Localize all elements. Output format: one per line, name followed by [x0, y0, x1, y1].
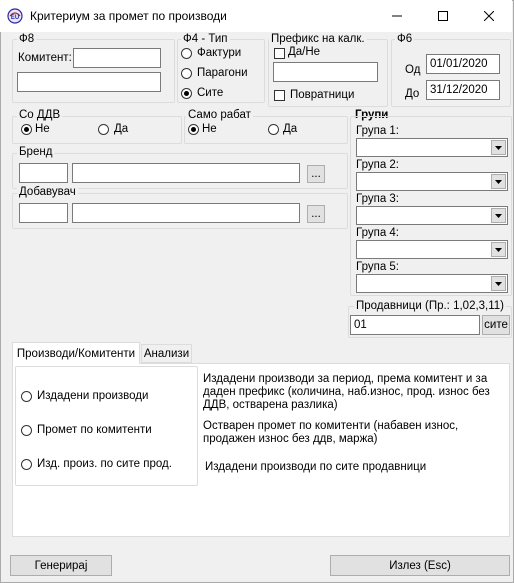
title-bar: [0, 0, 512, 32]
report-izd-site-description: Издадени производи по сите продавници: [205, 461, 427, 473]
chevron-down-icon: [495, 248, 502, 252]
brend-name-input[interactable]: [72, 163, 300, 183]
grupa-3-label: Група 3:: [356, 193, 400, 205]
tab-analizi[interactable]: Анализи: [141, 344, 192, 363]
app-icon: [7, 8, 23, 24]
so-ddv-no-label: Не: [35, 123, 50, 135]
so-ddv-yes-radio[interactable]: [98, 124, 109, 135]
grupa-3-dropdown-button[interactable]: [491, 208, 506, 223]
chevron-down-icon: [495, 214, 502, 218]
generate-button[interactable]: Генерирај: [10, 555, 112, 576]
f8-group-label: Ф8: [19, 33, 35, 45]
samo-rabat-label: Само рабат: [188, 109, 251, 121]
so-ddv-label: Со ДДВ: [19, 109, 61, 121]
prodavnici-label: Продавници (Пр.: 1,02,3,11): [356, 300, 505, 312]
dobavuvach-browse-button[interactable]: ...: [307, 205, 325, 223]
chevron-down-icon: [495, 180, 502, 184]
brend-code-input[interactable]: [19, 163, 68, 183]
report-promet-radio[interactable]: [21, 425, 32, 436]
chevron-down-icon: [495, 282, 502, 286]
dobavuvach-label: Добавувач: [19, 186, 76, 198]
samo-rabat-yes-radio[interactable]: [268, 124, 279, 135]
so-ddv-no-radio[interactable]: [21, 124, 32, 135]
grupa-5-select[interactable]: [356, 274, 508, 293]
exit-button[interactable]: Излез (Esc): [330, 555, 510, 576]
report-promet-description: Остварен промет по комитенти (набавен износ, продажен износ без ддв, маржа): [203, 420, 459, 445]
grupa-1-label: Група 1:: [356, 125, 400, 137]
komitent-code-input[interactable]: [73, 48, 161, 68]
f4-group-label: Ф4 - Тип: [183, 33, 228, 45]
grupa-4-dropdown-button[interactable]: [491, 242, 506, 257]
tab-proizvodi-komitenti[interactable]: Производи/Комитенти: [12, 342, 140, 364]
grupa-1-select[interactable]: [356, 138, 508, 157]
f4-paragoni-label: Парагони: [197, 67, 248, 79]
prodavnici-all-button[interactable]: сите: [482, 315, 510, 335]
grupa-2-label: Група 2:: [356, 159, 400, 171]
samo-rabat-yes-label: Да: [283, 123, 298, 135]
f6-group-label: Ф6: [397, 33, 413, 45]
komitent-label: Комитент:: [18, 52, 72, 64]
grupa-3-select[interactable]: [356, 206, 508, 225]
date-from-input[interactable]: [426, 54, 500, 74]
grupa-4-label: Група 4:: [356, 227, 400, 239]
komitent-name-input[interactable]: [17, 72, 161, 92]
brend-label: Бренд: [19, 146, 53, 158]
prodavnici-input[interactable]: [350, 315, 480, 335]
prefix-yes-no-checkbox[interactable]: [274, 48, 285, 59]
report-izdadeni-description: Издадени производи за период, према комитент и за даден префикс (количина, наб.износ, прод. износ без ДДВ, остварена разлика): [203, 373, 490, 411]
dobavuvach-name-input[interactable]: [72, 203, 300, 223]
grupa-1-dropdown-button[interactable]: [491, 140, 506, 155]
grupa-2-select[interactable]: [356, 172, 508, 191]
so-ddv-yes-label: Да: [114, 123, 129, 135]
f4-site-label: Сите: [197, 87, 224, 99]
minimize-button[interactable]: [374, 0, 420, 32]
f4-fakturi-label: Фактури: [197, 47, 242, 59]
report-izd-site-radio[interactable]: [21, 459, 32, 470]
f4-paragoni-radio[interactable]: [181, 68, 192, 79]
f4-site-radio[interactable]: [181, 88, 192, 99]
svg-text:EU: EU: [10, 15, 20, 21]
grupa-5-label: Група 5:: [356, 261, 400, 273]
chevron-down-icon: [495, 146, 502, 150]
prefix-yes-no-label: Да/Не: [288, 46, 321, 58]
report-izdadeni-label: Издадени производи: [37, 390, 149, 402]
grupa-4-select[interactable]: [356, 240, 508, 259]
window-title: Критериум за промет по производи: [30, 9, 227, 23]
close-icon: [484, 11, 494, 21]
report-izdadeni-radio[interactable]: [21, 391, 32, 402]
maximize-button[interactable]: [420, 0, 466, 32]
dobavuvach-code-input[interactable]: [19, 203, 68, 223]
maximize-icon: [438, 11, 448, 21]
samo-rabat-no-radio[interactable]: [188, 124, 199, 135]
f4-fakturi-radio[interactable]: [181, 48, 192, 59]
grupi-label: Групи: [355, 109, 389, 121]
report-izd-site-label: Изд. произ. по сите прод.: [37, 458, 172, 470]
report-promet-label: Промет по комитенти: [37, 424, 152, 436]
grupa-2-dropdown-button[interactable]: [491, 174, 506, 189]
close-button[interactable]: [466, 0, 512, 32]
povratnici-checkbox[interactable]: [274, 90, 285, 101]
samo-rabat-no-label: Не: [202, 123, 217, 135]
date-from-label: Од: [405, 64, 421, 76]
minimize-icon: [392, 11, 402, 21]
brend-browse-button[interactable]: ...: [307, 165, 325, 183]
prefix-input[interactable]: [273, 62, 378, 82]
date-to-label: До: [405, 88, 420, 100]
povratnici-label: Повратници: [290, 89, 355, 101]
prefix-group-label: Префикс на калк.: [271, 33, 365, 45]
grupa-5-dropdown-button[interactable]: [491, 276, 506, 291]
date-to-input[interactable]: [426, 80, 500, 100]
